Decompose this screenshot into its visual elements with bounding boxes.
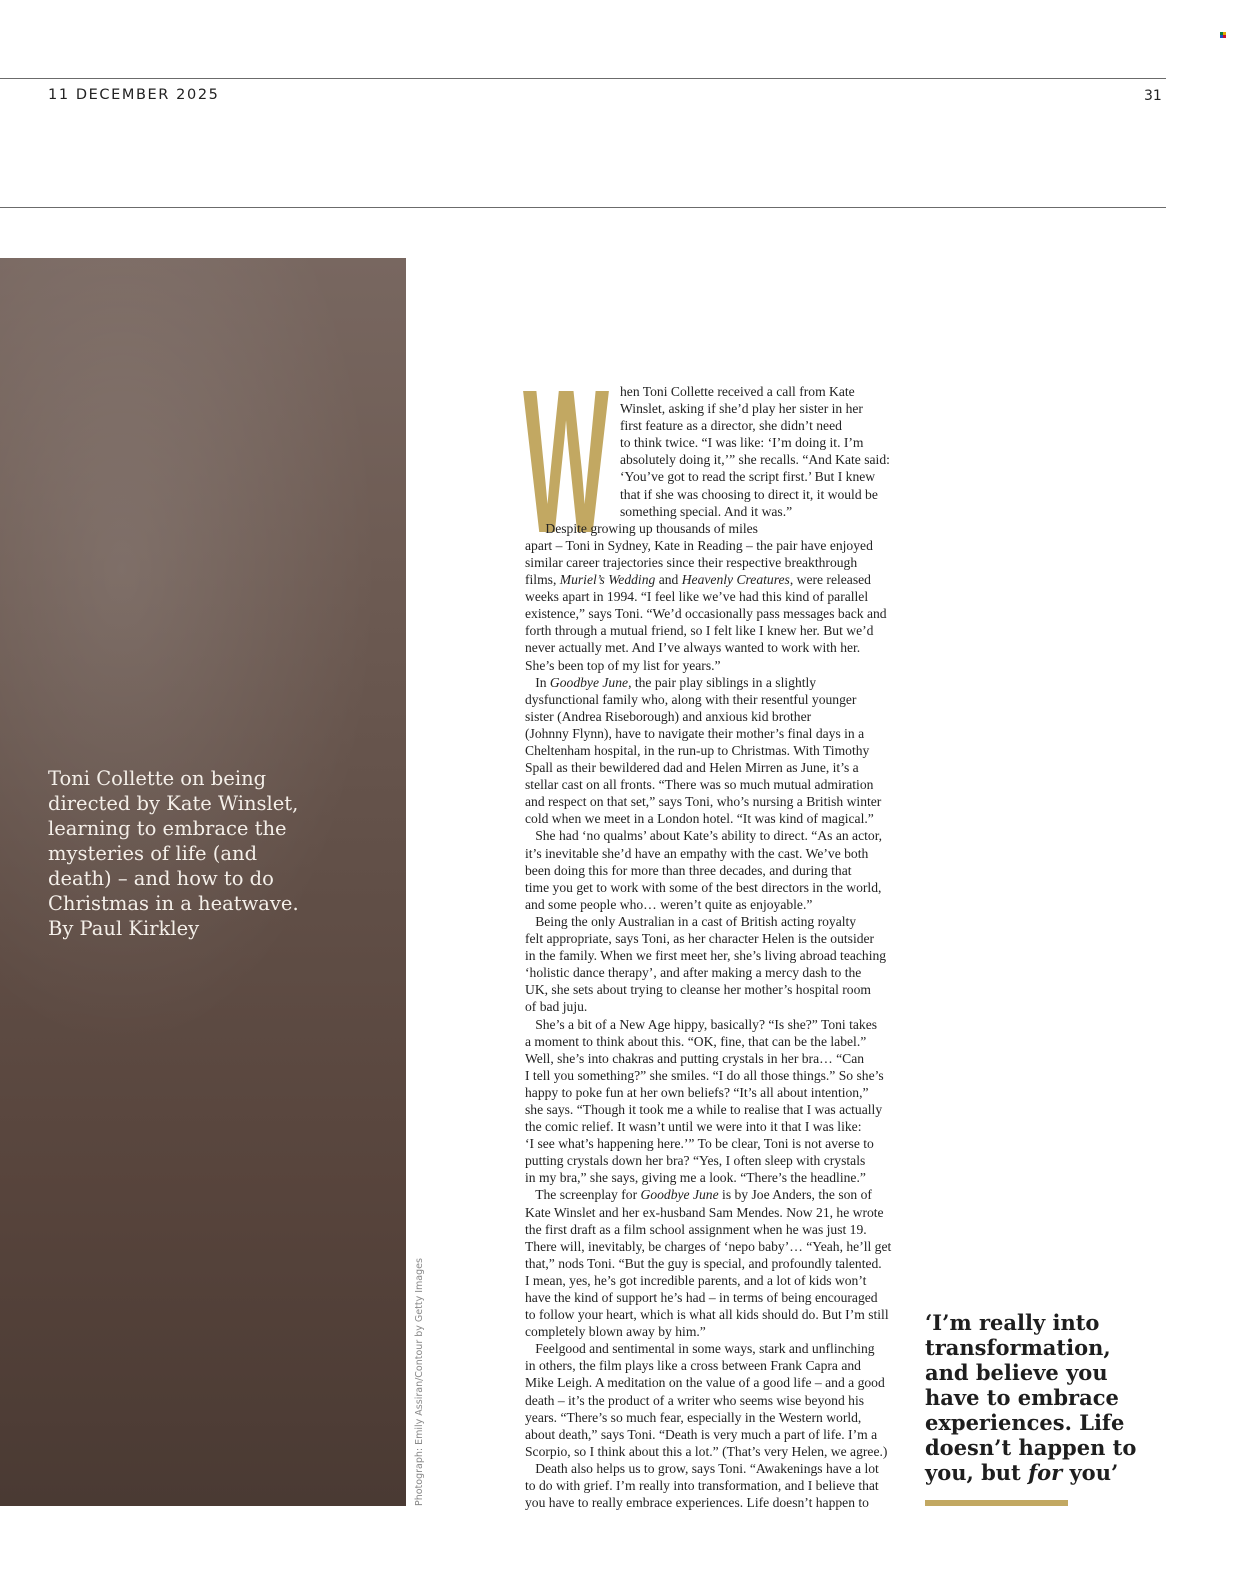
article-line: sister (Andrea Riseborough) and anxious kid brother bbox=[525, 708, 812, 724]
pull-quote-line: ‘I’m really into bbox=[925, 1310, 1100, 1335]
article-line: time you get to work with some of the best directors in the world, bbox=[525, 879, 882, 895]
pull-quote-line: doesn’t happen to bbox=[925, 1435, 1137, 1460]
article-line: Being the only Australian in a cast of British acting royalty bbox=[525, 913, 857, 929]
article-line: have the kind of support he’s had – in terms of being encouraged bbox=[525, 1290, 878, 1306]
article-line: she says. “Though it took me a while to realise that I was actually bbox=[525, 1101, 883, 1117]
article-line: and some people who… weren’t quite as enjoyable.” bbox=[525, 896, 813, 912]
article-line: (Johnny Flynn), have to navigate their mother’s final days in a bbox=[525, 725, 865, 741]
article-line: There will, inevitably, be charges of ‘nepo baby’… “Yeah, he’ll get bbox=[525, 1238, 892, 1254]
standfirst-byline: By Paul Kirkley bbox=[48, 917, 200, 940]
pull-quote bbox=[925, 1310, 1225, 1485]
standfirst-line: learning to embrace the bbox=[48, 817, 287, 840]
article-line: She’s been top of my list for years.” bbox=[525, 657, 721, 673]
article-line: absolutely doing it,’” she recalls. “And Kate said: bbox=[620, 452, 890, 468]
article-line: you have to really embrace experiences. Life doesn’t happen to bbox=[525, 1495, 869, 1511]
pull-quote-text: you, but bbox=[925, 1460, 1029, 1485]
pull-quote-line: experiences. Life bbox=[925, 1410, 1125, 1435]
pull-quote-emphasis: for bbox=[1028, 1460, 1063, 1485]
article-line: happy to poke fun at her own beliefs? “It’s all about intention,” bbox=[525, 1084, 869, 1100]
registration-mark-icon bbox=[1220, 32, 1226, 38]
drop-cap bbox=[523, 385, 609, 534]
article-line: I mean, yes, he’s got incredible parents, and a lot of kids won’t bbox=[525, 1272, 867, 1288]
page-number: 31 bbox=[1144, 88, 1162, 104]
article-line: Mike Leigh. A meditation on the value of a good life – and a good bbox=[525, 1375, 885, 1391]
article-line: Kate Winslet and her ex-husband Sam Mendes. Now 21, he wrote bbox=[525, 1204, 884, 1220]
article-line: ‘I see what’s happening here.’” To be clear, Toni is not averse to bbox=[525, 1136, 874, 1152]
article-line: Feelgood and sentimental in some ways, stark and unflinching bbox=[525, 1341, 875, 1357]
article-line: weeks apart in 1994. “I feel like we’ve had this kind of parallel bbox=[525, 589, 869, 605]
article-line: never actually met. And I’ve always wanted to work with her. bbox=[525, 640, 861, 656]
article-line: apart – Toni in Sydney, Kate in Reading – the pair have enjoyed bbox=[525, 537, 873, 553]
article-line: Scorpio, so I think about this a lot.” (That’s very Helen, we agree.) bbox=[525, 1443, 888, 1459]
drop-cap-letter: W bbox=[523, 385, 609, 534]
article-line: been doing this for more than three decades, and during that bbox=[525, 862, 852, 878]
article-line: that if she was choosing to direct it, it would be bbox=[620, 486, 878, 502]
article-line: completely blown away by him.” bbox=[525, 1324, 706, 1340]
article-line: Winslet, asking if she’d play her sister in her bbox=[620, 401, 863, 417]
pull-quote-accent-rule bbox=[925, 1500, 1068, 1506]
standfirst-line: mysteries of life (and bbox=[48, 842, 258, 865]
pull-quote-line: and believe you bbox=[925, 1360, 1108, 1385]
pull-quote-last-line bbox=[925, 1460, 1225, 1485]
pull-quote-line: have to embrace bbox=[925, 1385, 1119, 1410]
article-line: to follow your heart, which is what all kids should do. But I’m still bbox=[525, 1307, 889, 1323]
article-line: Spall as their bewildered dad and Helen Mirren as June, it’s a bbox=[525, 760, 859, 776]
article-line: about death,” says Toni. “Death is very much a part of life. I’m a bbox=[525, 1426, 878, 1442]
article-line: UK, she sets about trying to cleanse her mother’s hospital room bbox=[525, 982, 871, 998]
article-line: forth through a mutual friend, so I felt like I knew her. But we’d bbox=[525, 623, 874, 639]
article-line: existence,” says Toni. “We’d occasionally pass messages back and bbox=[525, 606, 887, 622]
issue-date: 11 DECEMBER 2025 bbox=[48, 87, 220, 103]
article-line: of bad juju. bbox=[525, 999, 588, 1015]
article-line: in others, the film plays like a cross between Frank Capra and bbox=[525, 1358, 861, 1374]
standfirst-line: directed by Kate Winslet, bbox=[48, 792, 299, 815]
article-line: felt appropriate, says Toni, as her character Helen is the outsider bbox=[525, 931, 875, 947]
pull-quote-text: you’ bbox=[1062, 1460, 1119, 1485]
article-line: Well, she’s into chakras and putting crystals in her bra… “Can bbox=[525, 1050, 865, 1066]
article-line: films, Muriel’s Wedding and Heavenly Creatures, were released bbox=[525, 572, 871, 588]
article-line: Death also helps us to grow, says Toni. “Awakenings have a lot bbox=[525, 1460, 879, 1476]
article-line: cold when we meet in a London hotel. “It was kind of magical.” bbox=[525, 811, 874, 827]
article-line: She’s a bit of a New Age hippy, basically? “Is she?” Toni takes bbox=[525, 1016, 878, 1032]
pull-quote-line: transformation, bbox=[925, 1335, 1111, 1360]
article-line: dysfunctional family who, along with their resentful younger bbox=[525, 691, 857, 707]
article-line: stellar cast on all fronts. “There was so much mutual admiration bbox=[525, 777, 874, 793]
top-rule bbox=[0, 78, 1166, 79]
article-line: similar career trajectories since their respective breakthrough bbox=[525, 554, 858, 570]
article-body bbox=[525, 520, 891, 1511]
article-intro bbox=[620, 383, 890, 520]
article-line: that,” nods Toni. “But the guy is special, and profoundly talented. bbox=[525, 1255, 882, 1271]
article-line: In Goodbye June, the pair play siblings in a slightly bbox=[525, 674, 817, 690]
photo-credit: Photograph: Emily Assiran/Contour by Getty Images bbox=[414, 1258, 425, 1506]
article-line: She had ‘no qualms’ about Kate’s ability to direct. “As an actor, bbox=[525, 828, 883, 844]
article-line: first feature as a director, she didn’t need bbox=[620, 418, 842, 434]
article-line: in the family. When we first meet her, she’s living abroad teaching bbox=[525, 948, 887, 964]
standfirst-line: death) – and how to do bbox=[48, 867, 274, 890]
article-line: The screenplay for Goodbye June is by Joe Anders, the son of bbox=[525, 1187, 872, 1203]
article-line: the comic relief. It wasn’t until we were into it that I was like: bbox=[525, 1119, 862, 1135]
standfirst-line: Christmas in a heatwave. bbox=[48, 892, 299, 915]
article-line: putting crystals down her bra? “Yes, I often sleep with crystals bbox=[525, 1153, 866, 1169]
article-line: in my bra,” she says, giving me a look. “There’s the headline.” bbox=[525, 1170, 866, 1186]
article-line: death – it’s the product of a writer who seems wise beyond his bbox=[525, 1392, 865, 1408]
article-line: ‘holistic dance therapy’, and after making a mercy dash to the bbox=[525, 965, 862, 981]
article-line: the first draft as a film school assignment when he was just 19. bbox=[525, 1221, 867, 1237]
article-line: and respect on that set,” says Toni, who’s nursing a British winter bbox=[525, 794, 882, 810]
article-line: Cheltenham hospital, in the run-up to Christmas. With Timothy bbox=[525, 743, 870, 759]
article-line: hen Toni Collette received a call from Kate bbox=[620, 384, 855, 399]
standfirst bbox=[48, 766, 348, 941]
article-line: to think twice. “I was like: ‘I’m doing it. I’m bbox=[620, 435, 864, 451]
header-bottom-rule bbox=[0, 207, 1166, 208]
standfirst-line: Toni Collette on being bbox=[48, 767, 267, 790]
article-line: something special. And it was.” bbox=[620, 503, 793, 519]
article-line: to do with grief. I’m really into transformation, and I believe that bbox=[525, 1478, 879, 1494]
article-line: Despite growing up thousands of miles bbox=[525, 520, 758, 536]
hero-photo-panel bbox=[0, 258, 406, 1506]
article-line: years. “There’s so much fear, especially in the Western world, bbox=[525, 1409, 862, 1425]
article-line: it’s inevitable she’d have an empathy with the cast. We’ve both bbox=[525, 845, 869, 861]
article-line: ‘You’ve got to read the script first.’ But I knew bbox=[620, 469, 876, 485]
article-line: I tell you something?” she smiles. “I do all those things.” So she’s bbox=[525, 1067, 884, 1083]
article-line: a moment to think about this. “OK, fine, that can be the label.” bbox=[525, 1033, 867, 1049]
